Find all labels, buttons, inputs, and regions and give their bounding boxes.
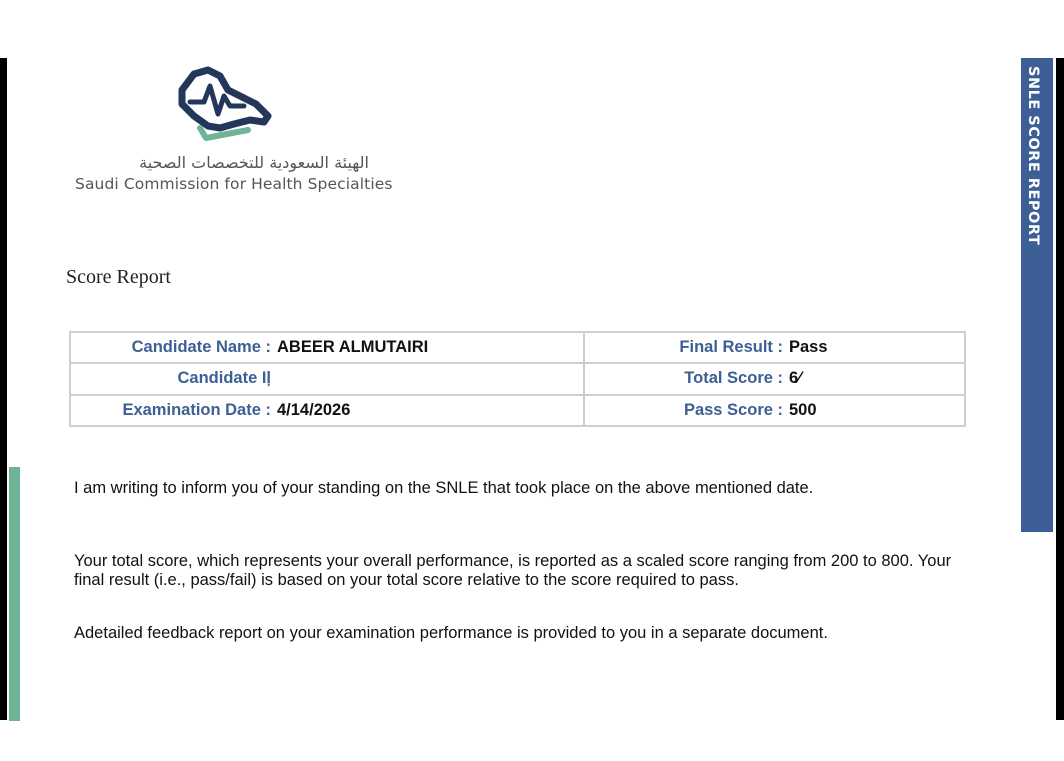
table-row — [70, 395, 965, 426]
table-cell — [584, 363, 965, 394]
table-cell — [584, 395, 965, 426]
final-result-value: Pass — [789, 338, 828, 357]
total-score-value: 6⁄ — [789, 369, 801, 388]
pass-score-label: Pass Score : — [683, 400, 783, 419]
exam-date-label: Examination Date : — [122, 400, 271, 419]
org-name-arabic: الهيئة السعودية للتخصصات الصحية — [139, 153, 369, 172]
table-cell — [70, 395, 584, 426]
final-result-label: Final Result : — [679, 338, 783, 357]
candidate-id-label: Candidate Iļ — [177, 369, 271, 388]
pass-score-value: 500 — [789, 400, 817, 419]
report-title: Score Report — [66, 266, 171, 288]
left-edge-border — [0, 58, 7, 720]
side-banner-text: SNLE SCORE REPORT — [1025, 66, 1041, 246]
table-row — [70, 332, 965, 363]
paragraph-feedback: Adetailed feedback report on your examination performance is provided to you in a separate document. — [74, 624, 828, 642]
table-row — [70, 363, 965, 394]
table-cell — [584, 332, 965, 363]
table-cell — [70, 363, 584, 394]
right-edge-border — [1056, 58, 1064, 720]
org-name-english: Saudi Commission for Health Specialties — [75, 175, 393, 193]
scfhs-logo-icon — [172, 64, 274, 150]
candidate-info-table — [69, 331, 966, 427]
green-accent-bar — [9, 467, 20, 721]
side-banner — [1021, 58, 1053, 532]
table-cell — [70, 332, 584, 363]
paragraph-standing: I am writing to inform you of your standing on the SNLE that took place on the above mentioned date. — [74, 479, 814, 497]
paragraph-score-explanation: Your total score, which represents your overall performance, is reported as a scaled score ranging from 200 to 800. Your final result (i.e., pass/fail) is based on your total score relative to the score required to pass. — [74, 552, 952, 589]
exam-date-value: 4/14/2026 — [277, 400, 351, 419]
total-score-label: Total Score : — [684, 369, 783, 388]
candidate-name-label: Candidate Name : — [131, 338, 271, 357]
candidate-name-value: ABEER ALMUTAIRI — [277, 338, 429, 357]
